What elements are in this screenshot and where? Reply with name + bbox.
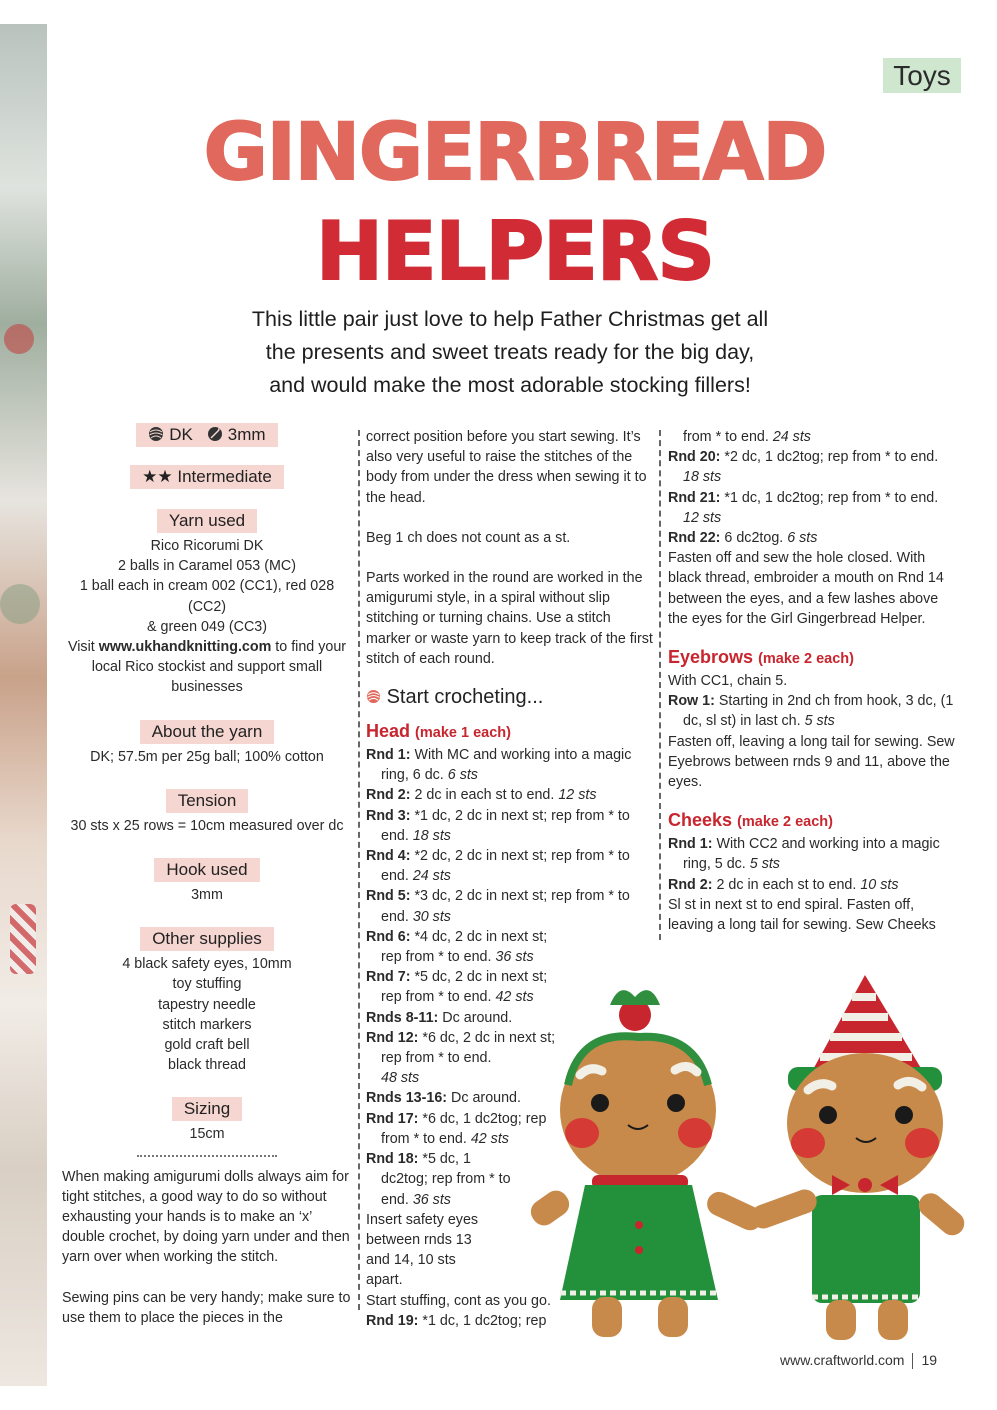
sizing-section (62, 1097, 352, 1144)
gingerbread-dolls-photo (520, 975, 990, 1345)
tip-paragraph: Sewing pins can be very handy; make sure to use them to place the pieces in the (62, 1289, 351, 1326)
yarn-used-heading: Yarn used (157, 509, 257, 533)
round-row: Row 1: Starting in 2nd ch from hook, 3 dc, (1 dc, sl st) in last ch. 5 sts (668, 693, 954, 730)
yarn-line: & green 049 (CC3) (147, 618, 267, 635)
eyebrows-heading: Eyebrows (make 2 each) (668, 647, 854, 668)
tension-section (62, 789, 352, 836)
round-row: Rnd 4: *2 dc, 2 dc in next st; rep from * to end. 24 sts (366, 848, 630, 885)
round-row: Rnd 1: With CC2 and working into a magic ring, 5 dc. 5 sts (668, 836, 940, 873)
supplies-heading: Other supplies (140, 927, 274, 951)
round-row: Rnd 7: *5 dc, 2 dc in next st; rep from * to end. 42 sts (366, 969, 548, 1006)
round-row: Rnds 8-11: Dc around. (366, 1009, 513, 1026)
hook-icon (207, 426, 223, 442)
pattern-column-3 (668, 427, 958, 935)
round-row: Rnd 21: *1 dc, 1 dc2tog; rep from * to end. 12 sts (668, 489, 939, 526)
round-row: Rnds 13-16: Dc around. (366, 1090, 521, 1107)
supply-item: stitch markers (162, 1016, 252, 1033)
column-divider (659, 430, 661, 940)
tension-text: 30 sts x 25 rows = 10cm measured over dc (70, 817, 344, 834)
difficulty-stars: ★★ (142, 467, 173, 486)
yarn-ball-icon (148, 426, 164, 442)
column-divider (358, 430, 360, 1310)
yarn-used-section (62, 509, 352, 698)
intro-text (200, 303, 820, 402)
pattern-note: correct position before you start sewing. It’s also very useful to raise the stitches of the body from under the dress when sewing it to the head. (366, 429, 647, 506)
round-row: Rnd 19: *1 dc, 1 dc2tog; rep (366, 1312, 547, 1329)
supply-item: 4 black safety eyes, 10mm (122, 956, 292, 973)
about-yarn-text: DK; 57.5m per 25g ball; 100% cotton (90, 748, 324, 765)
difficulty-badge (130, 465, 284, 489)
round-row: Rnd 20: *2 dc, 1 dc2tog; rep from * to end. 18 sts (668, 449, 939, 486)
round-row: Rnd 18: *5 dc, 1 dc2tog; rep from * to end. 36 sts (366, 1151, 511, 1208)
girl-doll (526, 990, 766, 1337)
cheeks-heading: Cheeks (make 2 each) (668, 810, 833, 831)
hook-used-section (62, 858, 352, 905)
pattern-note: Parts worked in the round are worked in the amigurumi style, in a spiral without slip stitching or turning chains. Use a stitch marker or waste yarn to keep track of the first stitch of each round. (366, 570, 653, 667)
eyes-instruction: Insert safety eyes between rnds 13 and 14, 10 sts apart. (366, 1211, 479, 1289)
round-row: Rnd 12: *6 dc, 2 dc in next st; rep from * to end. 48 sts (366, 1029, 556, 1087)
yarn-weight: DK (169, 425, 193, 444)
hook-used-heading: Hook used (154, 858, 259, 882)
footer-url[interactable]: www.craftworld.com (780, 1352, 905, 1368)
intro-line: and would make the most adorable stocking fillers! (269, 373, 751, 397)
about-yarn-section (62, 720, 352, 767)
round-row: Rnd 6: *4 dc, 2 dc in next st; rep from * to end. 36 sts (366, 928, 548, 966)
supply-item: toy stuffing (172, 976, 242, 993)
intro-line: This little pair just love to help Father Christmas get all (251, 307, 769, 331)
dotted-divider (137, 1155, 277, 1157)
title-line-2: HELPERS (315, 205, 715, 298)
sidebar-column (62, 423, 352, 1328)
eyebrows-finish: Fasten off, leaving a long tail for sewing. Sew Eyebrows between rnds 9 and 11, above the eyes. (668, 733, 955, 791)
boy-doll (748, 975, 969, 1340)
round-continuation: from * to end. 24 sts (683, 429, 811, 445)
supplies-section (62, 927, 352, 1075)
round-row: Rnd 3: *1 dc, 2 dc in next st; rep from * to end. 18 sts (366, 807, 630, 844)
footer-separator (912, 1353, 913, 1369)
page-number: 19 (921, 1352, 938, 1368)
yarn-line: Rico Ricorumi DK (150, 538, 264, 554)
yarn-ball-icon (366, 689, 381, 704)
stuffing-instruction: Start stuffing, cont as you go. (366, 1292, 551, 1309)
strip-candy-cane (10, 904, 36, 974)
title-line-1: GINGERBREAD (203, 108, 827, 198)
round-row: Rnd 2: 2 dc in each st to end. 12 sts (366, 787, 597, 804)
hook-size: 3mm (227, 425, 266, 444)
strip-ornament (4, 324, 34, 354)
finish-instruction: Fasten off and sew the hole closed. With black thread, embroider a mouth on Rnd 14 between the eyes, and a few lashes above the eyes for the Girl Gingerbread Helper. (668, 550, 944, 627)
yarn-line: 1 ball each in cream 002 (CC1), red 028 (CC2) (79, 578, 335, 615)
about-yarn-heading: About the yarn (140, 720, 275, 744)
round-row: Rnd 17: *6 dc, 1 dc2tog; rep from * to end. 42 sts (366, 1110, 547, 1147)
round-row: Rnd 5: *3 dc, 2 dc in next st; rep from * to end. 30 sts (366, 888, 630, 925)
supply-item: gold craft bell (164, 1037, 250, 1054)
tip-paragraph: When making amigurumi dolls always aim for tight stitches, a good way to do so without exhausting your hands is to make an ‘x’ double crochet, by doing yarn under and then yarn over when working the stitch. (62, 1168, 350, 1266)
supply-item: black thread (168, 1057, 246, 1074)
section-tag[interactable]: Toys (883, 58, 961, 93)
yarn-hook-badge (136, 423, 277, 447)
round-row: Rnd 2: 2 dc in each st to end. 10 sts (668, 876, 899, 893)
supply-item: tapestry needle (158, 996, 256, 1013)
pattern-note: Beg 1 ch does not count as a st. (366, 529, 571, 546)
hook-used-text: 3mm (191, 887, 223, 904)
sizing-text: 15cm (189, 1126, 225, 1143)
intro-line: the presents and sweet treats ready for the big day, (265, 340, 755, 364)
yarn-line: 2 balls in Caramel 053 (MC) (118, 558, 296, 575)
stockist-text: Visit www.ukhandknitting.com to find your local Rico stockist and support small businesses (67, 639, 347, 696)
sizing-heading: Sizing (172, 1097, 242, 1121)
round-row: Rnd 22: 6 dc2tog. 6 sts (668, 530, 818, 547)
side-photo-strip (0, 24, 47, 1386)
difficulty-label: Intermediate (177, 467, 272, 486)
page-footer (780, 1352, 937, 1369)
tension-heading: Tension (166, 789, 249, 813)
head-heading: Head (make 1 each) (366, 721, 511, 742)
start-crocheting-heading: Start crocheting... (366, 683, 656, 711)
cheeks-finish: Sl st in next st to end spiral. Fasten off, leaving a long tail for sewing. Sew Cheeks (668, 896, 936, 934)
round-row: Rnd 1: With MC and working into a magic ring, 6 dc. 6 sts (366, 747, 632, 784)
eyebrows-start: With CC1, chain 5. (668, 673, 788, 690)
strip-foliage (0, 584, 40, 624)
stockist-link[interactable]: www.ukhandknitting.com (98, 639, 272, 656)
